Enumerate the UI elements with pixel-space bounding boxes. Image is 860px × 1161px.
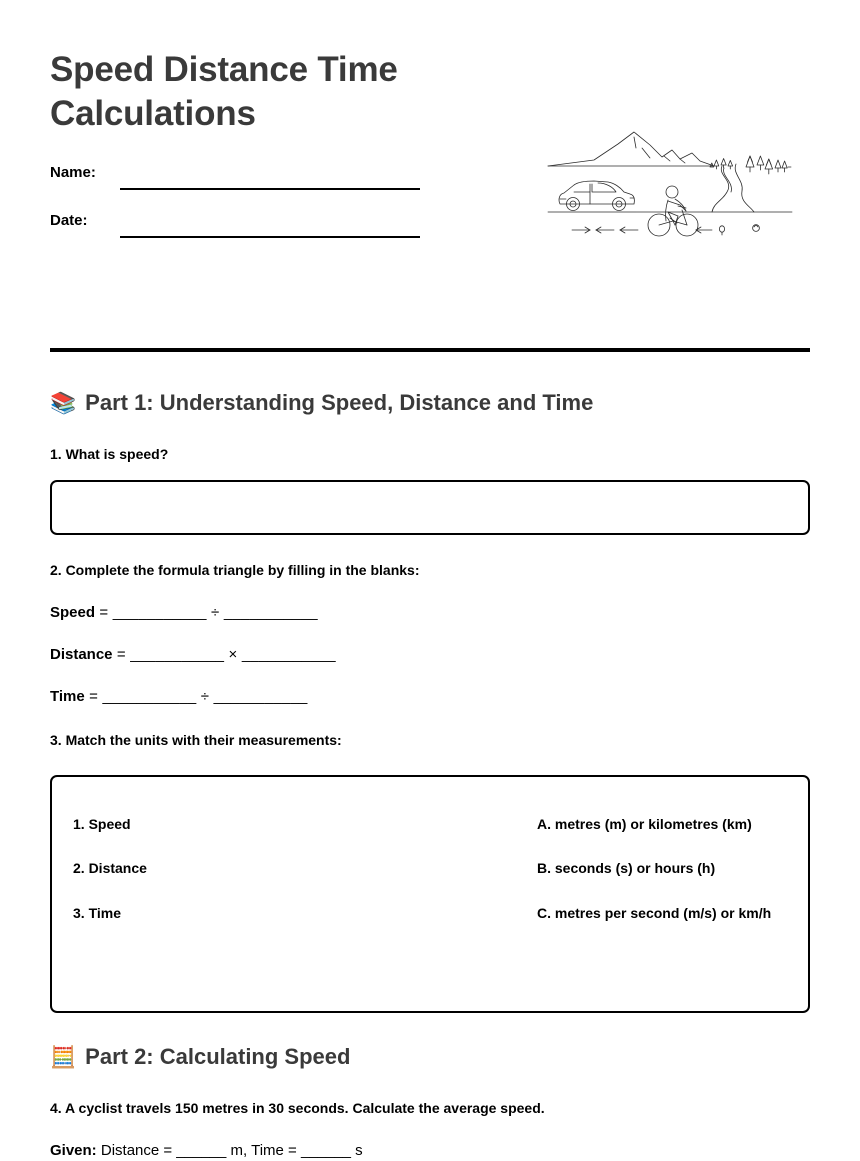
car-shape: [559, 181, 634, 211]
formula-label-distance: Distance: [50, 646, 113, 663]
formula-label-speed: Speed: [50, 604, 96, 621]
name-input-line[interactable]: [120, 188, 420, 190]
given-blanks: Distance = ______ m, Time = ______ s: [96, 1142, 363, 1159]
books-icon: 📚: [50, 391, 77, 415]
formula-line-time[interactable]: [50, 688, 308, 705]
worksheet-header: [0, 0, 860, 330]
roadside-markers: [719, 225, 759, 235]
section-title-part-1: Part 1: Understanding Speed, Distance and Time: [85, 390, 594, 415]
question-1-answer-box[interactable]: [50, 480, 810, 535]
direction-arrows: [572, 227, 712, 233]
matching-option-c[interactable]: C. metres per second (m/s) or km/h: [537, 904, 772, 921]
question-4-prompt: 4. A cyclist travels 150 metres in 30 seconds. Calculate the average speed.: [50, 1100, 545, 1116]
page-title: Speed Distance Time Calculations: [50, 50, 398, 134]
speed-distance-time-illustration: [546, 128, 794, 238]
matching-left-column: [73, 815, 323, 948]
given-label: Given:: [50, 1142, 97, 1159]
formula-blanks-time: = ___________ ÷ ___________: [84, 688, 308, 705]
matching-item-3[interactable]: 3. Time: [73, 904, 121, 921]
formula-line-distance[interactable]: [50, 646, 336, 663]
formula-line-speed[interactable]: [50, 604, 318, 621]
matching-item-2[interactable]: 2. Distance: [73, 860, 147, 877]
matching-option-a[interactable]: A. metres (m) or kilometres (km): [537, 816, 752, 832]
section-heading-part-1: [50, 390, 593, 416]
formula-label-time: Time: [50, 688, 85, 705]
formula-blanks-distance: = ___________ × ___________: [112, 646, 336, 663]
matching-option-b[interactable]: B. seconds (s) or hours (h): [537, 860, 716, 877]
header-divider: [50, 348, 810, 352]
matching-item-1[interactable]: 1. Speed: [73, 816, 131, 832]
mountain-shape: [548, 132, 714, 166]
formula-blanks-speed: = ___________ ÷ ___________: [95, 604, 318, 621]
abacus-icon: 🧮: [50, 1045, 77, 1069]
question-3-prompt: 3. Match the units with their measurements:: [50, 732, 342, 748]
section-heading-part-2: [50, 1044, 350, 1070]
cyclist-shape: [648, 186, 698, 236]
winding-road: [712, 164, 754, 212]
name-label: Name:: [50, 164, 96, 181]
section-title-part-2: Part 2: Calculating Speed: [85, 1044, 351, 1069]
question-4-given-line[interactable]: [50, 1142, 363, 1159]
date-label: Date:: [50, 212, 88, 229]
matching-exercise-box[interactable]: [50, 775, 810, 1013]
question-2-prompt: 2. Complete the formula triangle by filling in the blanks:: [50, 562, 420, 578]
trees-right: [746, 156, 791, 174]
matching-right-column: [537, 815, 793, 948]
question-1-prompt: 1. What is speed?: [50, 446, 169, 462]
date-input-line[interactable]: [120, 236, 420, 238]
